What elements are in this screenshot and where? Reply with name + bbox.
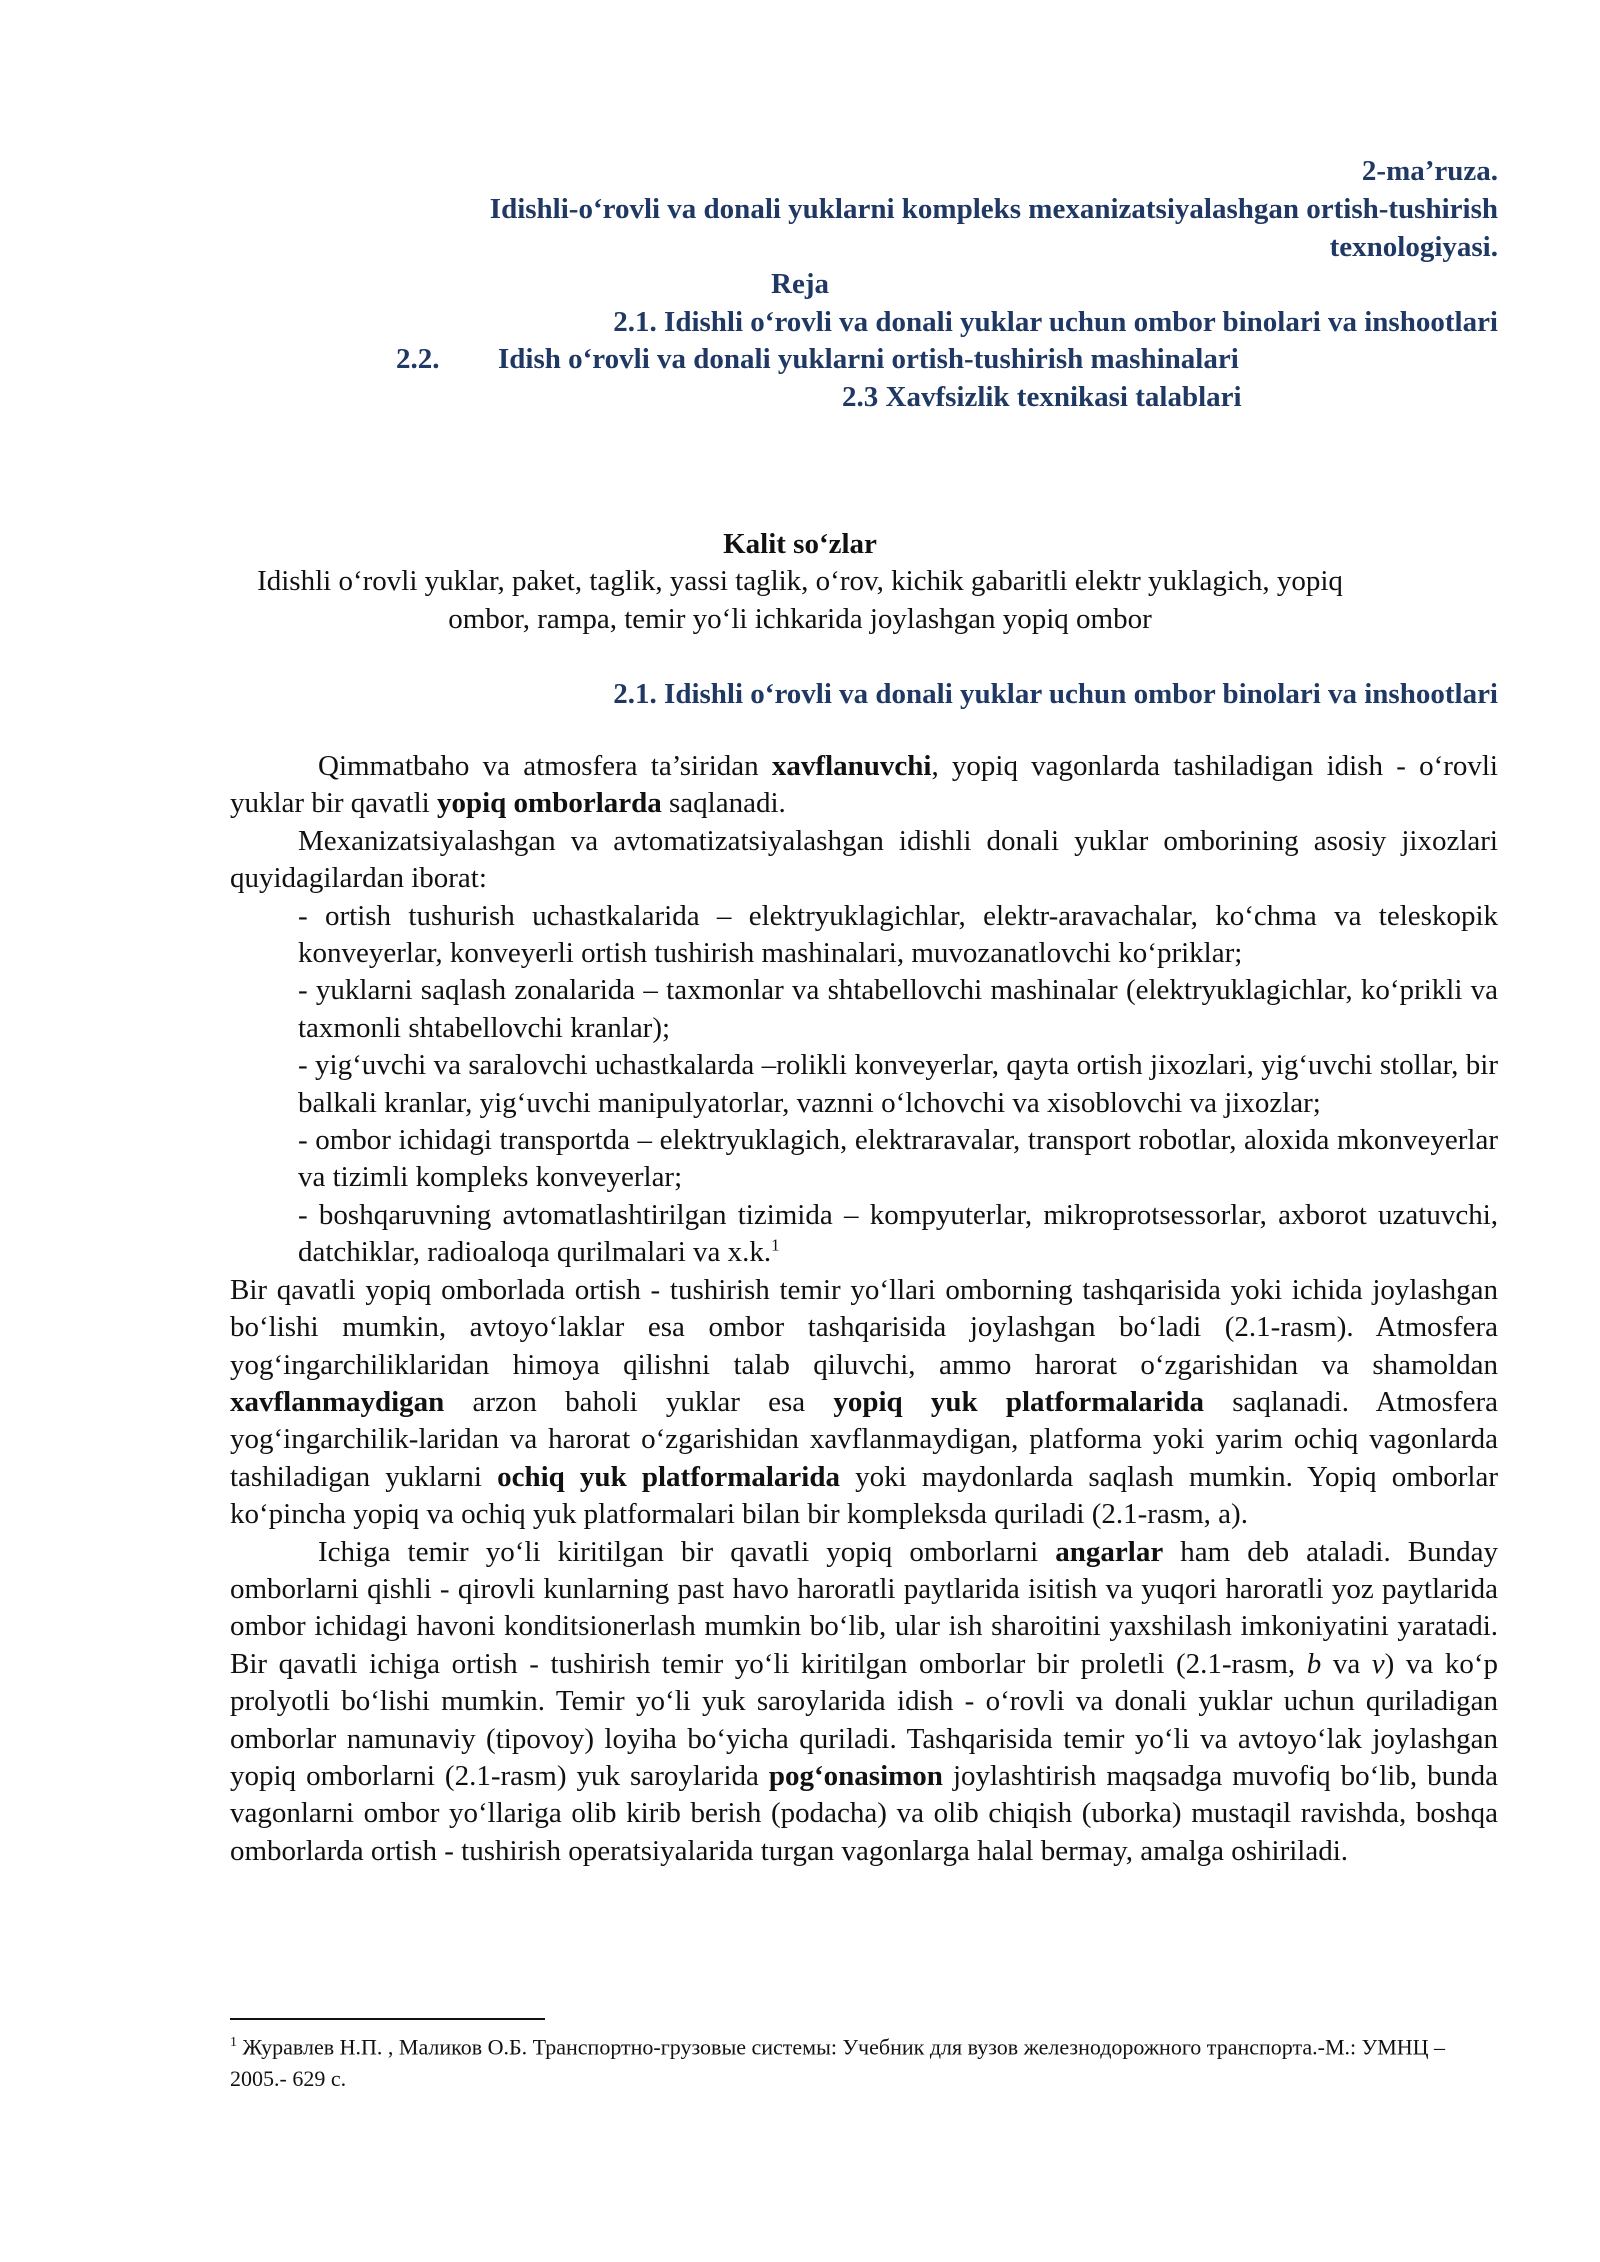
- lecture-title-line2: texnologiyasi.: [1329, 231, 1498, 263]
- plan-item-1: 2.1. Idishli o‘rovli va donali yuklar uchun ombor binolari va inshootlari: [613, 306, 1498, 338]
- footnote-text: Журавлев Н.П. , Маликов О.Б. Транспортно-грузовые системы: Учебник для вузов железнодорожного транспорта.-М.: УМНЦ – 2005.- 629 с.: [230, 2034, 1446, 2092]
- paragraph-4: Ichiga temir yo‘li kiritilgan bir qavatli yopiq omborlarni angarlar ham deb ataladi. Bunday omborlarni qishli - qirovli kunlarning past havo haroratli paytlarida isitish va yuqori haroratli yoz paytlarida ombor ichidagi havoni konditsionerlash mumkin bo‘lib, ular ish sharoitini yaxshilash imkoniyatini yaratadi. Bir qavatli ichiga ortish - tushirish temir yo‘li kiritilgan omborlar bir proletli (2.1-rasm, b va v) va ko‘p prolyotli bo‘lishi mumkin. Temir yo‘li yuk saroylarida idish - o‘rovli va donali yuklar uchun quriladigan omborlar namunaviy (tipovoy) loyiha bo‘yicha quriladi. Tashqarisida temir yo‘li va avtoyo‘lak joylashgan yopiq omborlarni (2.1-rasm) yuk saroylarida pog‘onasimon joylashtirish maqsadga muvofiq bo‘lib, bunda vagonlarni ombor yo‘llariga olib kirib berish (podacha) va olib chiqish (uborka) mustaqil ravishda, boshqa omborlarda ortish - tushirish operatsiyalarida turgan vagonlarga halal bermay, amalga oshiriladi.: [230, 1535, 1499, 1867]
- list-item: - yuklarni saqlash zonalarida – taxmonlar va shtabellovchi mashinalar (elektryuklagichlar, ko‘prikli va taxmonli shtabellovchi kranlar);: [298, 974, 1498, 1044]
- plan-item-2-text: Idish o‘rovli va donali yuklarni ortish-tushirish mashinalari: [498, 343, 1239, 375]
- footnote-separator: [230, 2018, 545, 2020]
- list-item: - ortish tushurish uchastkalarida – elektryuklagichlar, elektr-aravachalar, ko‘chma va teleskopik konveyerlar, konveyerli ortish tushirish mashinalari, muvozanatlovchi ko‘priklar;: [298, 899, 1498, 970]
- plan-title: Reja: [771, 268, 829, 300]
- keywords-text: Idishli o‘rovli yuklar, paket, taglik, yassi taglik, o‘rov, kichik gabaritli elektr yuklagich, yopiq ombor, rampa, temir yo‘li ichkarida joylashgan yopiq ombor: [257, 565, 1343, 635]
- footnote: [230, 2027, 1498, 2095]
- list-item: - ombor ichidagi transportda – elektryuklagich, elektraravalar, transport robotlar, aloxida mkonveyerlar va tizimli kompleks konveyerlar;: [298, 1124, 1498, 1194]
- equipment-list: [230, 898, 1498, 1272]
- section-heading: 2.1. Idishli o‘rovli va donali yuklar uchun ombor binolari va inshootlari: [613, 678, 1498, 710]
- paragraph-2: Mexanizatsiyalashgan va avtomatizatsiyalashgan idishli donali yuklar omborining asosiy jixozlari quyidagilardan iborat:: [230, 824, 1498, 895]
- paragraph-3: Bir qavatli yopiq omborlada ortish - tushirish temir yo‘llari omborning tashqarisida yoki ichida joylashgan bo‘lishi mumkin, avtoyo‘laklar esa ombor tashqarisida joylashgan bo‘ladi (2.1-rasm). Atmosfera yog‘ingarchiliklaridan himoya qilishni talab qiluvchi, ammo harorat o‘zgarishidan va shamoldan xavflanmaydigan arzon baholi yuklar esa yopiq yuk platformalarida saqlanadi. Atmosfera yog‘ingarchilik-laridan va harorat o‘zgarishidan xavflanmaydigan, platforma yoki yarim ochiq vagonlarda tashiladigan yuklarni ochiq yuk platformalarida yoki maydonlarda saqlash mumkin. Yopiq omborlar ko‘pincha yopiq va ochiq yuk platformalari bilan bir kompleksda quriladi (2.1-rasm, a).: [230, 1273, 1498, 1531]
- footnote-mark: 1: [230, 2035, 237, 2050]
- lecture-number: 2-ma’ruza.: [1361, 155, 1498, 187]
- list-item: - boshqaruvning avtomatlashtirilgan tizimida – kompyuterlar, mikroprotsessorlar, axborot uzatuvchi, datchiklar, radioaloqa qurilmalari va x.k.$^1$: [298, 1198, 1498, 1269]
- body-text: [230, 748, 1498, 1870]
- paragraph-1: Qimmatbaho va atmosfera ta’siridan xavflanuvchi, yopiq vagonlarda tashiladigan idish - o‘rovli yuklar bir qavatli yopiq omborlarda saqlanadi.: [230, 750, 1498, 820]
- list-item: - yig‘uvchi va saralovchi uchastkalarda –rolikli konveyerlar, qayta ortish jixozlari, yig‘uvchi stollar, bir balkali kranlar, yig‘uvchi manipulyatorlar, vaznni o‘lchovchi va xisoblovchi va jixozlar;: [298, 1049, 1498, 1119]
- lecture-title-line1: Idishli-o‘rovli va donali yuklarni kompleks mexanizatsiyalashgan ortish-tushirish: [489, 193, 1498, 225]
- plan-item-2-number: 2.2.: [396, 343, 440, 375]
- keywords-title: Kalit so‘zlar: [723, 528, 877, 560]
- footnote-ref[interactable]: 1: [771, 1235, 780, 1255]
- plan-item-3: 2.3 Xavfsizlik texnikasi talablari: [842, 381, 1242, 413]
